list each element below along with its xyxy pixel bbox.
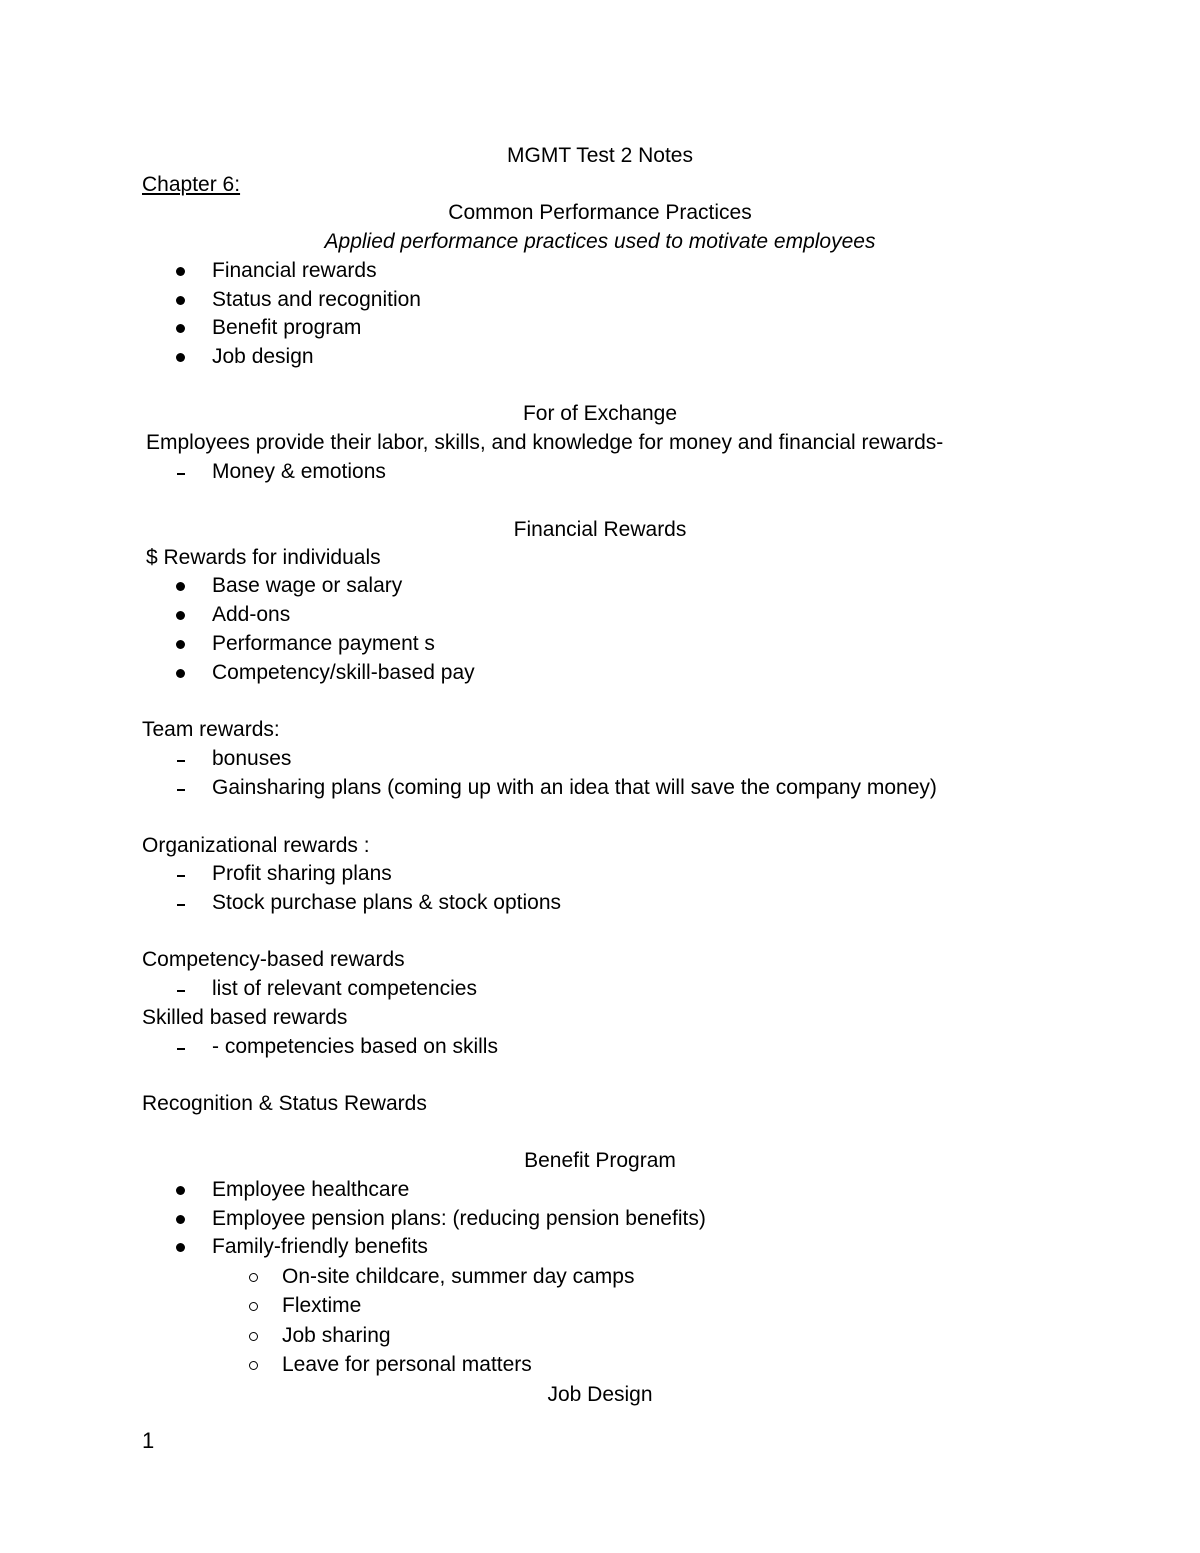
list-item: Financial rewards (212, 259, 377, 282)
list-item: Family-friendly benefits (212, 1235, 428, 1258)
list-item: Money & emotions (212, 460, 386, 483)
bullet-icon (176, 640, 185, 649)
competency-rewards-label: Competency-based rewards (142, 948, 405, 971)
page-number: 1 (142, 1428, 155, 1453)
bullet-icon (176, 1186, 185, 1195)
list-item: Gainsharing plans (coming up with an idea that will save the company money) (212, 776, 937, 799)
dash-icon (177, 904, 185, 906)
bullet-icon (176, 669, 185, 678)
list-item: Leave for personal matters (282, 1353, 532, 1376)
list-item: Profit sharing plans (212, 862, 392, 885)
dash-icon (177, 875, 185, 877)
list-item: Competency/skill-based pay (212, 661, 475, 684)
dash-icon (177, 789, 185, 791)
bullet-icon (176, 296, 185, 305)
dash-icon (177, 473, 185, 475)
dash-icon (177, 990, 185, 992)
hollow-bullet-icon (249, 1302, 258, 1311)
hollow-bullet-icon (249, 1273, 258, 1282)
benefit-program-heading: Benefit Program (524, 1149, 676, 1172)
list-item: Benefit program (212, 316, 362, 339)
exchange-heading: For of Exchange (522, 402, 678, 425)
hollow-bullet-icon (249, 1361, 258, 1370)
individual-rewards-label: $ Rewards for individuals (146, 546, 381, 569)
bullet-icon (176, 353, 185, 362)
list-item: Job sharing (282, 1324, 391, 1347)
bullet-icon (176, 611, 185, 620)
org-rewards-label: Organizational rewards : (142, 834, 370, 857)
list-item: - competencies based on skills (212, 1035, 498, 1058)
list-item: list of relevant competencies (212, 977, 477, 1000)
list-item: On-site childcare, summer day camps (282, 1265, 635, 1288)
job-design-heading: Job Design (547, 1383, 653, 1406)
common-performance-subtitle: Applied performance practices used to motivate employees (324, 230, 876, 253)
list-item: Performance payment s (212, 632, 435, 655)
bullet-icon (176, 324, 185, 333)
hollow-bullet-icon (249, 1332, 258, 1341)
bullet-icon (176, 1243, 185, 1252)
dash-icon (177, 1048, 185, 1050)
bullet-icon (176, 267, 185, 276)
dash-icon (177, 760, 185, 762)
recognition-label: Recognition & Status Rewards (142, 1092, 427, 1115)
list-item: Flextime (282, 1294, 362, 1317)
bullet-icon (176, 582, 185, 591)
list-item: Base wage or salary (212, 574, 403, 597)
list-item: Employee healthcare (212, 1178, 410, 1201)
skill-rewards-label: Skilled based rewards (142, 1006, 348, 1029)
exchange-text: Employees provide their labor, skills, and knowledge for money and financial rewards- (146, 431, 944, 454)
common-performance-heading: Common Performance Practices (448, 201, 752, 224)
bullet-icon (176, 1215, 185, 1224)
chapter-heading: Chapter 6: (142, 173, 241, 196)
financial-rewards-heading: Financial Rewards (513, 518, 687, 541)
list-item: Employee pension plans: (reducing pension benefits) (212, 1207, 706, 1230)
list-item: Status and recognition (212, 288, 421, 311)
team-rewards-label: Team rewards: (142, 718, 280, 741)
list-item: Job design (212, 345, 314, 368)
document-title: MGMT Test 2 Notes (507, 144, 693, 167)
list-item: Stock purchase plans & stock options (212, 891, 562, 914)
list-item: Add-ons (212, 603, 291, 626)
list-item: bonuses (212, 747, 292, 770)
